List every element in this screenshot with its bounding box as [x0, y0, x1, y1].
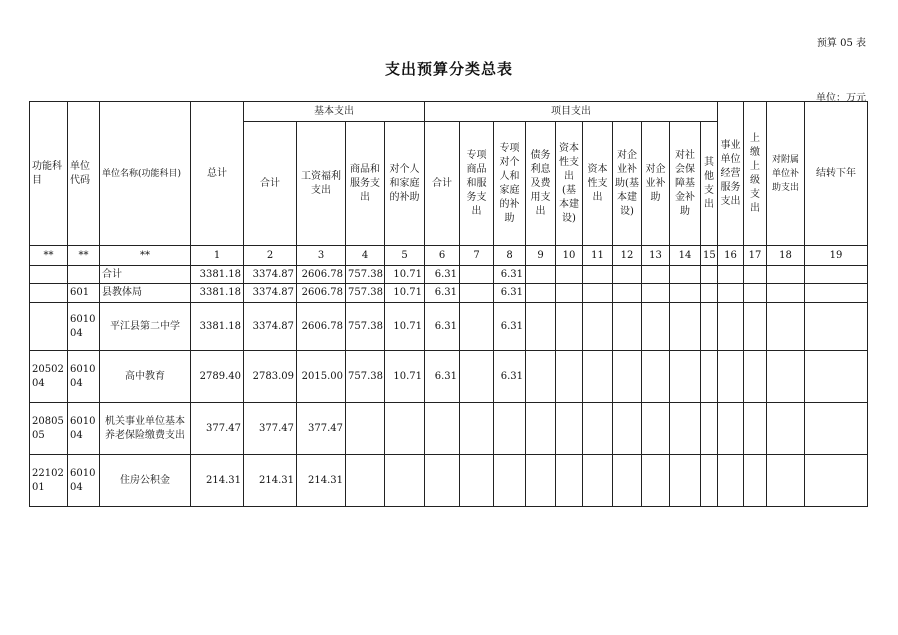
salary-cell: 2606.78 [297, 284, 346, 303]
index-cell: 7 [460, 246, 494, 266]
index-cell: 5 [385, 246, 425, 266]
total-cell: 3381.18 [191, 284, 244, 303]
table-row [30, 351, 868, 403]
proj-goods-cell [460, 266, 494, 284]
col-ent-subsidy2: 对企业补助 [642, 122, 670, 246]
table-row [30, 455, 868, 507]
index-cell: 11 [583, 246, 613, 266]
col-proj-goods: 专项商品和服务支出 [460, 122, 494, 246]
index-cell: 1 [191, 246, 244, 266]
unit-name-cell: 县教体局 [100, 284, 191, 303]
col-proj-personal: 专项对个人和家庭的补助 [494, 122, 526, 246]
col-salary: 工资福利支出 [297, 122, 346, 246]
form-number: 预算 05 表 [816, 38, 866, 49]
col-carryover: 结转下年 [805, 102, 868, 246]
goods-cell [346, 403, 385, 455]
total-cell: 214.31 [191, 455, 244, 507]
header-row-1 [30, 102, 868, 122]
total-cell: 2789.40 [191, 351, 244, 403]
personal-cell: 10.71 [385, 351, 425, 403]
basic-total-cell: 214.31 [244, 455, 297, 507]
func-code-cell [30, 284, 68, 303]
basic-total-cell: 377.47 [244, 403, 297, 455]
basic-total-cell: 3374.87 [244, 284, 297, 303]
goods-cell: 757.38 [346, 351, 385, 403]
table-row [30, 284, 868, 303]
salary-cell: 2606.78 [297, 303, 346, 351]
index-cell: ** [100, 246, 191, 266]
proj-personal-cell [494, 455, 526, 507]
col-operating: 事业单位经营服务支出 [718, 102, 744, 246]
basic-total-cell: 2783.09 [244, 351, 297, 403]
unit-name-cell: 住房公积金 [100, 455, 191, 507]
func-code-cell [30, 303, 68, 351]
col-social: 对社会保障基金补助 [670, 122, 701, 246]
budget-table [29, 101, 868, 507]
col-unit-name: 单位名称(功能科目) [100, 102, 191, 246]
func-code-cell: 2080505 [30, 403, 68, 455]
col-affiliated: 对附属单位补助支出 [767, 102, 805, 246]
goods-cell: 757.38 [346, 284, 385, 303]
index-cell: 19 [805, 246, 868, 266]
proj-total-cell: 6.31 [425, 351, 460, 403]
col-proj-total: 合计 [425, 122, 460, 246]
table-row [30, 266, 868, 284]
index-cell: 16 [718, 246, 744, 266]
index-cell: 8 [494, 246, 526, 266]
func-code-cell [30, 266, 68, 284]
index-cell: ** [30, 246, 68, 266]
proj-total-cell [425, 455, 460, 507]
index-cell: 6 [425, 246, 460, 266]
proj-goods-cell [460, 351, 494, 403]
index-cell: ** [68, 246, 100, 266]
unit-code-cell: 601004 [68, 403, 100, 455]
page-title: 支出预算分类总表 [384, 60, 513, 78]
unit-label: 单位：万元 [816, 93, 866, 104]
col-upper: 上缴上级支出 [744, 102, 767, 246]
proj-goods-cell [460, 455, 494, 507]
personal-cell: 10.71 [385, 284, 425, 303]
index-cell: 17 [744, 246, 767, 266]
unit-code-cell: 601004 [68, 351, 100, 403]
index-cell: 12 [613, 246, 642, 266]
table-row [30, 403, 868, 455]
func-code-cell: 2050204 [30, 351, 68, 403]
index-cell: 14 [670, 246, 701, 266]
col-total: 总计 [191, 102, 244, 246]
proj-total-cell: 6.31 [425, 266, 460, 284]
proj-total-cell: 6.31 [425, 303, 460, 351]
col-group-basic: 基本支出 [244, 102, 425, 122]
col-other: 其他支出 [701, 122, 718, 246]
proj-total-cell: 6.31 [425, 284, 460, 303]
proj-personal-cell: 6.31 [494, 284, 526, 303]
col-debt: 债务利息及费用支出 [526, 122, 556, 246]
proj-goods-cell [460, 284, 494, 303]
col-basic-total: 合计 [244, 122, 297, 246]
col-personal: 对个人和家庭的补助 [385, 122, 425, 246]
salary-cell: 2606.78 [297, 266, 346, 284]
personal-cell [385, 455, 425, 507]
total-cell: 3381.18 [191, 266, 244, 284]
col-func-code: 功能科目 [30, 102, 68, 246]
col-group-project: 项目支出 [425, 102, 718, 122]
unit-name-cell: 高中教育 [100, 351, 191, 403]
personal-cell: 10.71 [385, 303, 425, 351]
salary-cell: 214.31 [297, 455, 346, 507]
proj-personal-cell: 6.31 [494, 303, 526, 351]
proj-goods-cell [460, 303, 494, 351]
total-cell: 377.47 [191, 403, 244, 455]
goods-cell: 757.38 [346, 266, 385, 284]
index-row [30, 246, 868, 266]
index-cell: 4 [346, 246, 385, 266]
proj-total-cell [425, 403, 460, 455]
unit-name-cell: 平江县第二中学 [100, 303, 191, 351]
goods-cell [346, 455, 385, 507]
col-unit-code: 单位代码 [68, 102, 100, 246]
salary-cell: 2015.00 [297, 351, 346, 403]
table-row [30, 303, 868, 351]
col-capital: 资本性支出(基本建设) [556, 122, 583, 246]
total-cell: 3381.18 [191, 303, 244, 351]
unit-code-cell [68, 266, 100, 284]
basic-total-cell: 3374.87 [244, 303, 297, 351]
index-cell: 3 [297, 246, 346, 266]
index-cell: 9 [526, 246, 556, 266]
col-capital2: 资本性支出 [583, 122, 613, 246]
proj-personal-cell [494, 403, 526, 455]
unit-name-cell: 合计 [100, 266, 191, 284]
personal-cell: 10.71 [385, 266, 425, 284]
index-cell: 18 [767, 246, 805, 266]
unit-code-cell: 601004 [68, 455, 100, 507]
proj-goods-cell [460, 403, 494, 455]
salary-cell: 377.47 [297, 403, 346, 455]
col-goods: 商品和服务支出 [346, 122, 385, 246]
proj-personal-cell: 6.31 [494, 266, 526, 284]
proj-personal-cell: 6.31 [494, 351, 526, 403]
func-code-cell: 2210201 [30, 455, 68, 507]
unit-code-cell: 601 [68, 284, 100, 303]
index-cell: 15 [701, 246, 718, 266]
index-cell: 2 [244, 246, 297, 266]
goods-cell: 757.38 [346, 303, 385, 351]
basic-total-cell: 3374.87 [244, 266, 297, 284]
unit-code-cell: 601004 [68, 303, 100, 351]
index-cell: 10 [556, 246, 583, 266]
personal-cell [385, 403, 425, 455]
unit-name-cell: 机关事业单位基本养老保险缴费支出 [100, 403, 191, 455]
index-cell: 13 [642, 246, 670, 266]
col-ent-subsidy: 对企业补助(基本建设) [613, 122, 642, 246]
